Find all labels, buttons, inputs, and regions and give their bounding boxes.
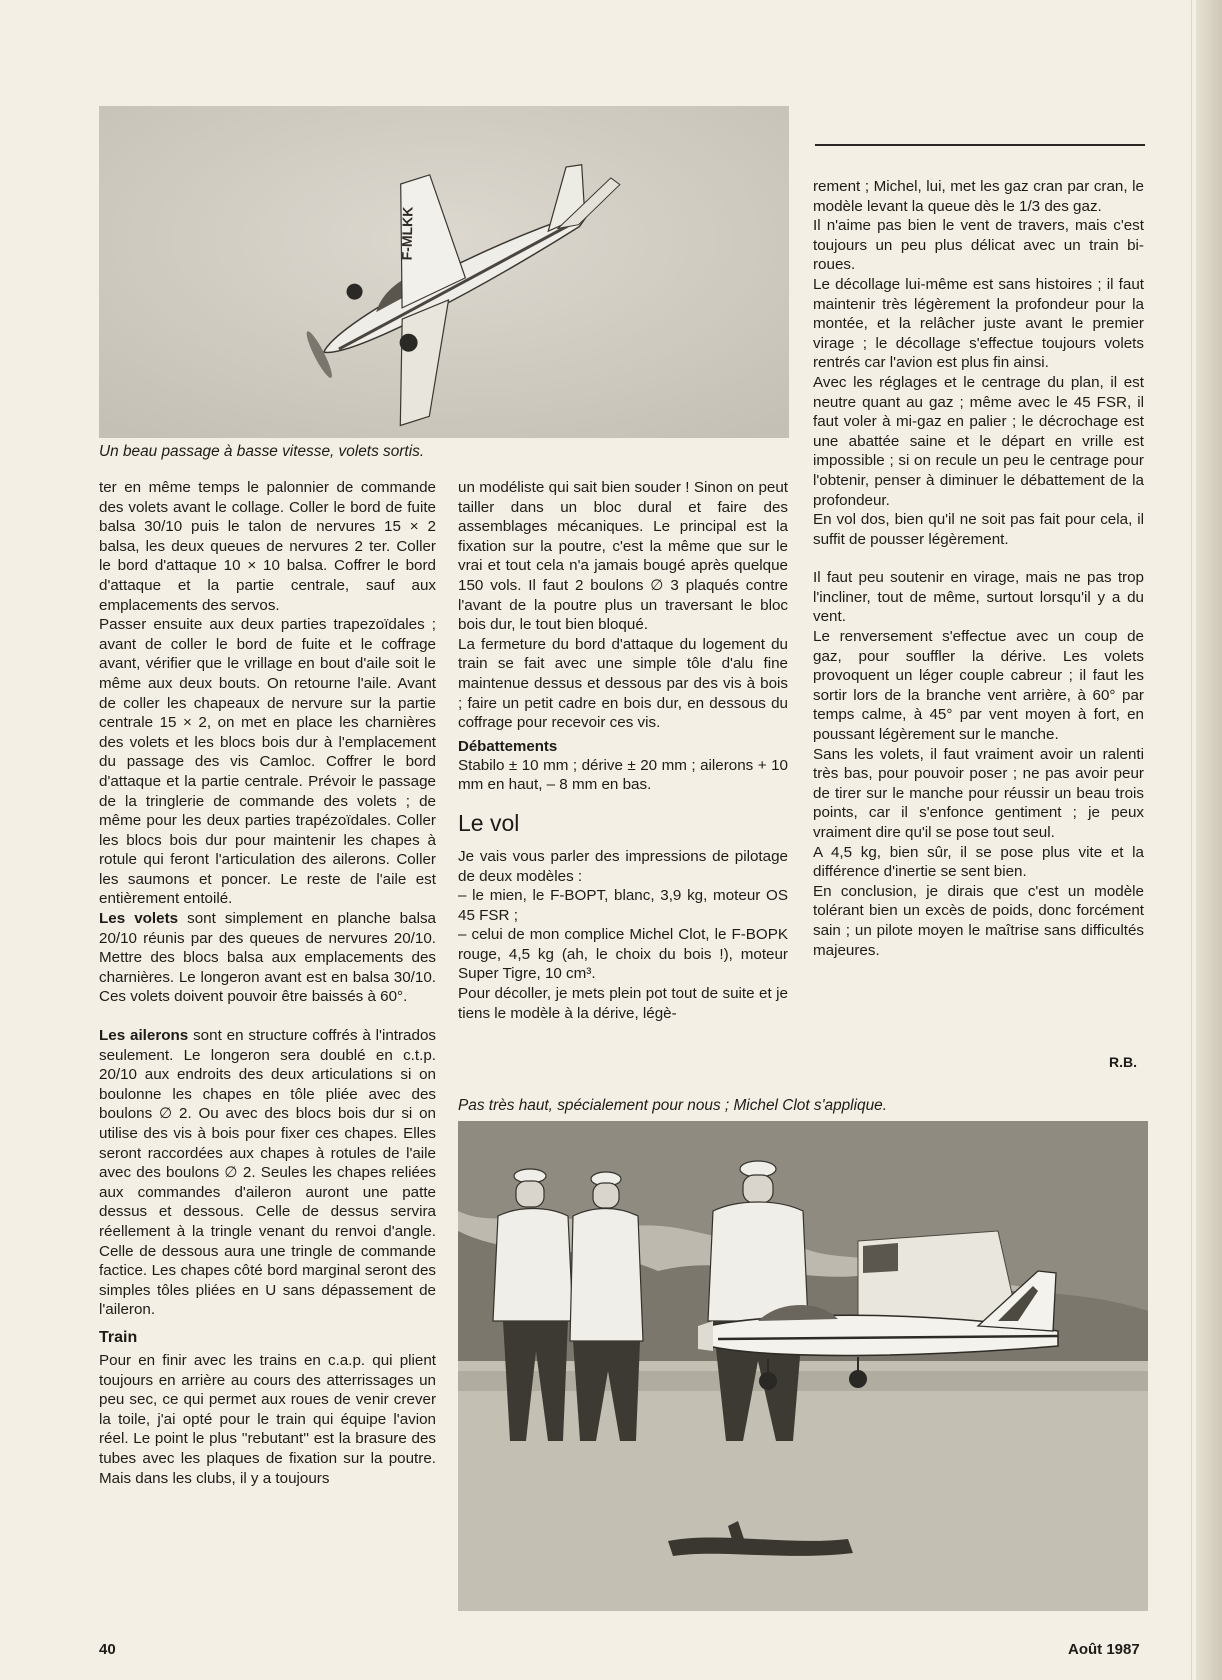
col1-paragraph-5: Pour en finir avec les trains en c.a.p. qui plient toujours en arrière au cours des atterrissages un peu sec, ce qui permet aux roues de venir crever la toile, j'ai opté pour le train qui équipe l'avion réel. Le point le plus ''rebutant'' est la brasure des tubes avec les plaques de fixation sur la poutre. Mais dans les clubs, il y a toujours [99,1351,436,1487]
paragraph-gap [813,549,1144,568]
ailerons-lead: Les ailerons [99,1027,189,1045]
col3-paragraph-6: Il faut peu soutenir en virage, mais ne pas trop l'incliner, tout de même, surtout lorsqu'il y a du vent. [813,569,1144,626]
col3-paragraph-3: Le décollage lui-même est sans histoires ; il faut maintenir très légèrement la profondeur pour la montée, et la relâcher juste avant le premier virage ; le décollage s'effectue toujours volets rentrés car l'avion est plus fin ainsi. [813,275,1144,372]
page-number: 40 [99,1641,116,1658]
top-photo-aircraft-in-flight [99,106,789,438]
paragraph-gap [99,1007,436,1026]
col3-paragraph-2: Il n'aime pas bien le vent de travers, mais c'est toujours un peu plus délicat avec un train bi-roues. [813,217,1144,274]
train-heading: Train [99,1328,138,1346]
col1-paragraph-3 [99,909,436,1007]
ailerons-text: sont en structure coffrés à l'intrados seulement. Le longeron sera doublé en c.t.p. 20/10 aux endroits des deux articulations si on boulonne les chapes en tôle pliée avec des boulons ∅ 2. Ou avec des blocs bois dur si on utilise des vis à bois pour fixer ces chapes. Elles seront raccordées aux chapes à rotules de l'aile avec des boulons ∅ 2. Seules les chapes reliées aux commandes d'aileron auront une patte dessus et dessous. Celle de dessus servira réellement à la tringle venant du renvoi d'angle. Celle de dessous aura une tringle de commande factice. Les chapes côté bord marginal seront des simples tôles pliées en U sans dépassement de l'aileron. [99,1027,436,1319]
aircraft-registration: F-MLKK [398,206,416,261]
volets-lead: Les volets [99,910,179,928]
debattements-heading: Débattements [458,737,558,755]
col3-paragraph-1: rement ; Michel, lui, met les gaz cran par cran, le modèle levant la queue dès le 1/3 des gaz. [813,178,1144,215]
issue-date: Août 1987 [1068,1641,1140,1658]
col1-paragraph-1: ter en même temps le palonnier de commande des volets avant le collage. Coller le bord de fuite balsa 30/10 puis le talon de nervures 15 × 2 balsa, les deux queues de nervures 2 ter. Coller le bord d'attaque 10 × 10 balsa. Coffrer le bord d'attaque et la partie centrale, sauf aux emplacements des servos. [99,479,436,614]
col2-paragraph-3: Stabilo ± 10 mm ; dérive ± 20 mm ; ailerons + 10 mm en haut, – 8 mm en bas. [458,756,788,794]
col1-paragraph-2: Passer ensuite aux deux parties trapezoïdales ; avant de coller le bord de fuite et le coffrage avant, vérifier que le vrillage en bout d'aile soit le même aux deux bouts. On retourne l'aile. Avant de coller les chapeaux de nervure sur la partie centrale 15 × 2, on met en place les charnières des volets et les blocs bois dur à l'emplacement du passage des vis Camloc. Coffrer le bord d'attaque et la partie centrale. Prévoir le passage de la tringlerie de commande des volets ; de même pour les deux parties trapézoïdales. Coller les blocs bois dur pour maintenir les chapes à rotule qui feront l'articulation des ailerons. Coller les saumons et poncer. Le reste de l'aile est entièrement entoilé. [99,616,436,908]
col3-paragraph-10: En conclusion, je dirais que c'est un modèle tolérant bien un excès de poids, donc forcément sain ; un pilote moyen le maîtrise sans difficultés majeures. [813,882,1144,959]
col3-paragraph-5: En vol dos, bien qu'il ne soit pas fait pour cela, il suffit de pousser légèrement. [813,511,1144,548]
le-vol-heading: Le vol [458,809,520,836]
bottom-photo-pilots-and-model [458,1121,1148,1611]
col1-paragraph-4 [99,1026,436,1320]
col3-paragraph-7: Le renversement s'effectue avec un coup de gaz, pour souffler la dérive. Les volets provoquent un léger couple cabreur ; il faut les sortir lors de la branche vent arrière, à 60° par temps calme, à 45° par vent moyen à fort, en poussant légèrement sur le manche. [813,628,1144,744]
top-photo-caption: Un beau passage à basse vitesse, volets sortis. [99,443,425,460]
volets-text: sont simplement en planche balsa 20/10 réunis par des queues de nervures 20/10. Mettre des blocs balsa aux emplacements des charnières. Le longeron avant est en balsa 30/10. Ces volets doivent pouvoir être baissés à 60°. [99,910,436,1006]
col2-paragraph-5: – le mien, le F-BOPT, blanc, 3,9 kg, moteur OS 45 FSR ; [458,887,788,924]
column-2 [458,478,788,1023]
column-1 [99,478,436,1488]
column-3 [813,177,1144,960]
aircraft-in-flight-illustration [99,106,789,438]
page-edge [1196,0,1222,1680]
col3-paragraph-4: Avec les réglages et le centrage du plan, il est neutre quant au gaz ; même avec le 45 FSR, il faut voler à mi-gaz en palier ; le décrochage est une abattée saine et le départ en vrille est impossible ; si on recule un peu le centrage pour l'obtenir, penser à diminuer le débattement de la profondeur. [813,373,1144,509]
col2-paragraph-6: – celui de mon complice Michel Clot, le F-BOPK rouge, 4,5 kg (ah, le choix du bois !), moteur Super Tigre, 10 cm³. [458,926,788,983]
author-signature: R.B. [1109,1054,1137,1070]
col2-paragraph-7: Pour décoller, je mets plein pot tout de suite et je tiens le modèle à la dérive, légè- [458,985,788,1022]
bottom-photo-caption: Pas très haut, spécialement pour nous ; Michel Clot s'applique. [458,1097,887,1114]
column-top-rule [815,144,1145,146]
col3-paragraph-8: Sans les volets, il faut vraiment avoir un ralenti très bas, pour pouvoir poser ; ne pas avoir peur de tirer sur le manche pour réussir un beau trois points, car il s'enfonce gentiment ; je peux vraiment dire qu'il se pose tout seul. [813,745,1144,841]
page-fold-line [1191,0,1192,1680]
col2-paragraph-4: Je vais vous parler des impressions de pilotage de deux modèles : [458,847,788,885]
col3-paragraph-9: A 4,5 kg, bien sûr, il se pose plus vite et la différence d'inertie se sent bien. [813,843,1144,881]
col2-paragraph-1: un modéliste qui sait bien souder ! Sinon on peut tailler dans un bloc dural et faire des assemblages mécaniques. Le principal est la fixation sur la poutre, c'est la même que sur le vrai et tout cela n'a jamais bougé après quelque 150 vols. Il faut 2 boulons ∅ 3 plaqués contre l'avant de la poutre plus un traversant le bloc bois dur, le tout bien bloqué. [458,479,788,634]
col2-paragraph-2: La fermeture du bord d'attaque du logement du train se fait avec une simple tôle d'alu fine maintenue dessus et dessous par des vis à bois ; faire un petit cadre en bois dur, en dessous du coffrage pour recevoir ces vis. [458,635,788,732]
pilots-with-model-illustration [458,1121,1148,1611]
